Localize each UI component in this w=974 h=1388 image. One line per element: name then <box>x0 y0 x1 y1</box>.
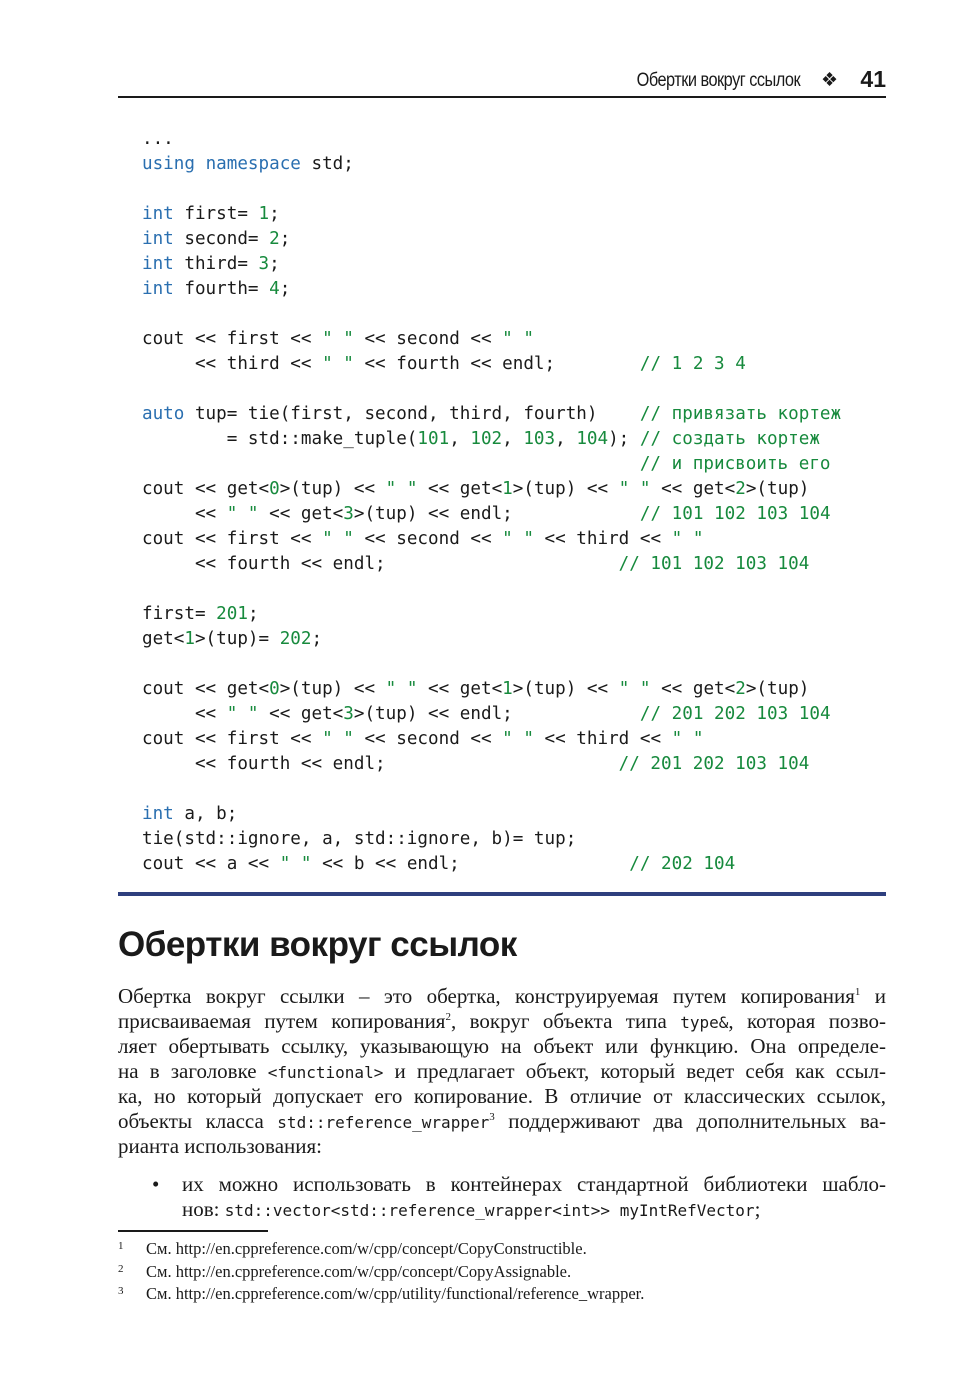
code-token: // и присвоить его <box>639 454 831 474</box>
code-token: " " <box>226 704 259 724</box>
code-token: " " <box>502 329 534 349</box>
code-token: get< <box>142 629 185 649</box>
code-token: << second << <box>353 529 503 549</box>
code-token: << third << <box>533 729 672 749</box>
running-header-title: Обертки вокруг ссылок <box>636 70 800 91</box>
code-token: 2 <box>735 479 746 499</box>
code-line <box>142 752 886 777</box>
inline-code: std::reference_wrapper <box>277 1113 490 1132</box>
code-token: 201 <box>216 604 248 624</box>
code-token: >(tup) <box>745 479 810 499</box>
code-token: 2 <box>269 229 280 249</box>
code-token: , <box>555 429 577 449</box>
code-line <box>142 702 886 727</box>
ornament-icon: ❖ <box>820 70 838 91</box>
code-token: " " <box>502 529 534 549</box>
paragraph-line: рианта использования: <box>118 1134 322 1158</box>
code-token: << fourth << endl; <box>142 554 619 574</box>
code-token: 0 <box>269 679 280 699</box>
code-token: " " <box>322 354 354 374</box>
code-token: ... <box>142 129 174 149</box>
code-token: second= <box>173 229 270 249</box>
code-line <box>142 202 886 227</box>
code-token: 3 <box>343 504 354 524</box>
code-token: cout << get< <box>142 679 270 699</box>
code-token: ; <box>247 604 259 624</box>
code-token: << third << <box>142 354 323 374</box>
code-line <box>142 477 886 502</box>
code-line <box>142 652 886 677</box>
code-line <box>142 452 886 477</box>
code-token: ); <box>608 429 640 449</box>
code-line <box>142 727 886 752</box>
code-token: 104 <box>576 429 609 449</box>
inline-code: <functional> <box>267 1063 384 1082</box>
code-token: // 1 2 3 4 <box>639 354 746 374</box>
code-token: << get< <box>258 704 344 724</box>
code-token: >(tup) << <box>512 479 619 499</box>
code-token: cout << get< <box>142 479 270 499</box>
code-token: int <box>142 254 174 274</box>
code-line <box>142 677 886 702</box>
code-token: " " <box>322 529 354 549</box>
footnote <box>118 1283 886 1306</box>
code-line <box>142 802 886 827</box>
code-line <box>142 277 886 302</box>
code-token: << <box>142 504 227 524</box>
code-token: cout << first << <box>142 729 323 749</box>
code-line <box>142 527 886 552</box>
code-token: 103 <box>523 429 556 449</box>
footnote-number: 1 <box>118 1240 124 1252</box>
code-token: int <box>142 804 174 824</box>
code-token: using <box>142 154 195 174</box>
code-token: >(tup) <box>745 679 810 699</box>
list-item-line: их можно использовать в контейнерах стандартной библиотеки шабло- <box>182 1172 886 1196</box>
code-token: auto <box>142 404 185 424</box>
paragraph-line: Обертка вокруг ссылки – это обертка, конструируемая путем копирования$^1$ и <box>118 984 886 1008</box>
code-token: >(tup) << <box>279 479 386 499</box>
code-token: namespace <box>205 154 301 174</box>
code-token: " " <box>322 729 354 749</box>
code-listing-rule <box>118 892 886 896</box>
code-line <box>142 627 886 652</box>
code-token: 202 <box>279 629 312 649</box>
code-line <box>142 552 886 577</box>
inline-code: type& <box>680 1013 729 1032</box>
code-token: << get< <box>650 479 736 499</box>
code-token: << get< <box>258 504 344 524</box>
page-number: 41 <box>860 66 886 92</box>
list-item-line: нов: std::vector<std::reference_wrapper<int>> myIntRefVector; <box>182 1197 761 1221</box>
paragraph-line: объекты класса std::reference_wrapper$^3$ поддерживают два дополнительных ва- <box>118 1109 886 1133</box>
code-line <box>142 302 886 327</box>
code-token: << get< <box>417 679 503 699</box>
code-token: " " <box>385 479 418 499</box>
code-token: >(tup) << <box>279 679 386 699</box>
code-line <box>142 177 886 202</box>
code-token: 101 <box>417 429 450 449</box>
code-token <box>195 154 206 174</box>
code-token: << b << endl; <box>311 854 630 874</box>
footnote-text: См. http://en.cppreference.com/w/cpp/concept/CopyAssignable. <box>146 1261 572 1281</box>
code-line <box>142 377 886 402</box>
footnote-number: 3 <box>118 1285 124 1297</box>
code-token: " " <box>618 479 651 499</box>
code-token: ; <box>311 629 323 649</box>
code-token: fourth= <box>173 279 270 299</box>
code-token: , <box>449 429 471 449</box>
code-token: " " <box>618 679 651 699</box>
code-token: // 101 102 103 104 <box>639 504 831 524</box>
paragraph-line: на в заголовке <functional> и предлагает объект, который ведет себя как ссыл- <box>118 1059 886 1083</box>
footnote-ref: 1 <box>854 986 861 998</box>
code-token: 1 <box>258 204 270 224</box>
code-token: " " <box>671 529 704 549</box>
code-line <box>142 352 886 377</box>
code-token: 3 <box>258 254 270 274</box>
footnote <box>118 1261 886 1284</box>
paragraph-line: ка, но который допускает его копирование. В отличие от классических ссылок, <box>118 1084 886 1108</box>
code-token: 1 <box>502 679 513 699</box>
code-token: cout << first << <box>142 529 323 549</box>
code-token: >(tup) << endl; <box>353 704 640 724</box>
code-token: " " <box>671 729 704 749</box>
footnote-number: 2 <box>118 1262 124 1275</box>
code-token: " " <box>322 329 354 349</box>
code-token: tup= tie(first, second, third, fourth) <box>184 404 640 424</box>
code-token: , <box>502 429 524 449</box>
code-token: " " <box>502 729 534 749</box>
code-line <box>142 127 886 152</box>
code-token: << get< <box>417 479 503 499</box>
code-line <box>142 502 886 527</box>
footnote <box>118 1238 886 1261</box>
code-line <box>142 852 886 877</box>
code-token: tie(std::ignore, a, std::ignore, b)= tup; <box>142 829 577 849</box>
code-token: cout << a << <box>142 854 280 874</box>
code-line <box>142 427 886 452</box>
code-line <box>142 602 886 627</box>
code-token: first= <box>173 204 259 224</box>
code-token: int <box>142 204 174 224</box>
running-header <box>118 66 886 98</box>
section-heading: Обертки вокруг ссылок <box>118 925 517 964</box>
code-token: // 201 202 103 104 <box>618 754 810 774</box>
code-token: // создать кортеж <box>639 429 820 449</box>
code-token: int <box>142 279 174 299</box>
code-token <box>142 454 640 474</box>
list-item-text <box>182 1172 886 1222</box>
code-token: 0 <box>269 479 280 499</box>
code-listing <box>142 127 886 877</box>
code-token: 1 <box>184 629 195 649</box>
code-token: << second << <box>353 329 503 349</box>
code-token: ; <box>279 279 291 299</box>
code-token: cout << first << <box>142 329 323 349</box>
code-token: << fourth << endl; <box>142 754 619 774</box>
code-token: // 101 102 103 104 <box>618 554 810 574</box>
code-token: third= <box>173 254 259 274</box>
code-token: << third << <box>533 529 672 549</box>
code-token: >(tup) << endl; <box>353 504 640 524</box>
code-line <box>142 327 886 352</box>
footnote-text: См. http://en.cppreference.com/w/cpp/concept/CopyConstructible. <box>146 1239 587 1258</box>
paragraph-line: ляет обертывать ссылку, указывающую на объект или функцию. Она определе- <box>118 1034 886 1058</box>
code-token: ; <box>269 204 280 224</box>
code-token: " " <box>279 854 312 874</box>
bullet-icon: • <box>152 1172 160 1196</box>
inline-code: std::vector<std::reference_wrapper<int>> myIntRefVector <box>224 1201 755 1220</box>
code-token: 4 <box>269 279 280 299</box>
code-token: << fourth << endl; <box>353 354 640 374</box>
code-line <box>142 402 886 427</box>
code-token: // привязать кортеж <box>639 404 842 424</box>
code-token: 3 <box>343 704 354 724</box>
code-token: first= <box>142 604 217 624</box>
code-token: std; <box>300 154 354 174</box>
code-line <box>142 227 886 252</box>
code-token: " " <box>226 504 259 524</box>
footnote-text: См. http://en.cppreference.com/w/cpp/utility/functional/reference_wrapper. <box>146 1284 645 1303</box>
code-line <box>142 777 886 802</box>
code-token: >(tup) << <box>512 679 619 699</box>
code-line <box>142 827 886 852</box>
body-paragraph <box>118 984 886 1159</box>
footnote-ref: 3 <box>489 1111 495 1123</box>
code-token: << second << <box>353 729 503 749</box>
code-line <box>142 577 886 602</box>
code-line <box>142 152 886 177</box>
footnotes <box>118 1238 886 1306</box>
footnote-ref: 2 <box>445 1011 451 1023</box>
code-token: a, b; <box>173 804 238 824</box>
code-token: ; <box>269 254 280 274</box>
code-token: = std::make_tuple( <box>142 429 418 449</box>
paragraph-line: присваиваемая путем копирования$^2$, вокруг объекта типа type&, которая позво- <box>118 1009 886 1033</box>
code-token: >(tup)= <box>194 629 280 649</box>
code-token: << get< <box>650 679 736 699</box>
code-token: 102 <box>470 429 503 449</box>
code-token: // 201 202 103 104 <box>639 704 831 724</box>
code-token: 1 <box>502 479 513 499</box>
footnote-separator <box>118 1230 268 1232</box>
code-token: int <box>142 229 174 249</box>
code-token: ; <box>279 229 291 249</box>
code-line <box>142 252 886 277</box>
code-token: 2 <box>735 679 746 699</box>
code-token: " " <box>385 679 418 699</box>
code-token: << <box>142 704 227 724</box>
code-token: // 202 104 <box>629 854 736 874</box>
